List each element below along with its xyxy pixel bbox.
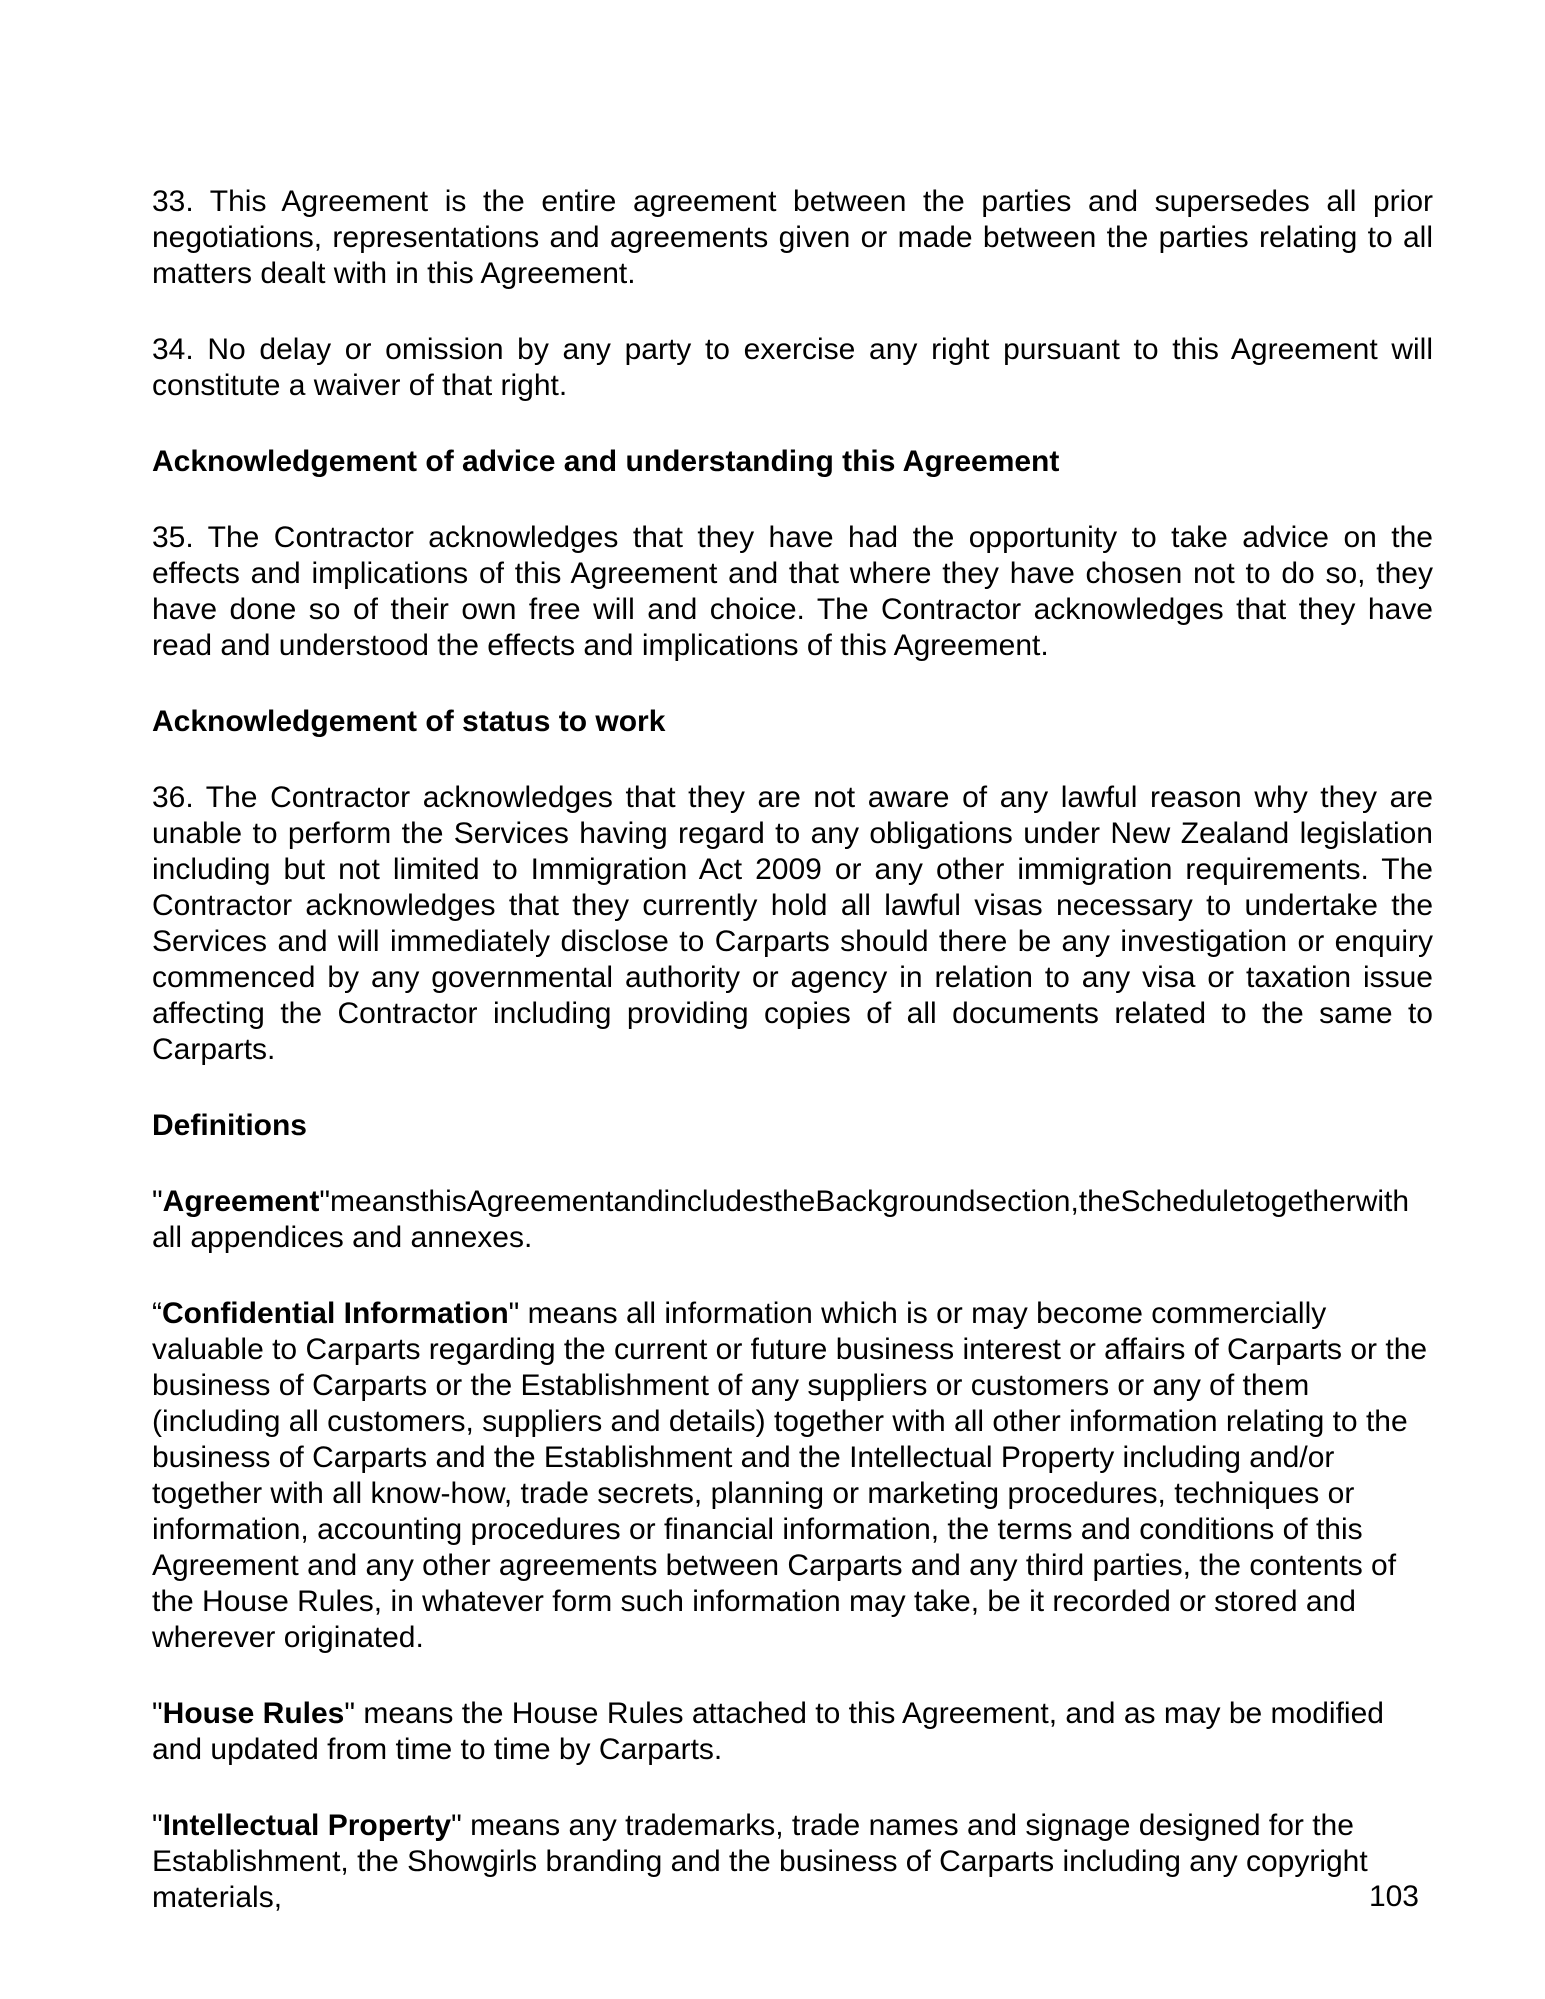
definition-confidential-text: " means all information which is or may become commercially valuable to Carparts regarding the current or future business interest or affairs of Carparts or the business of Carparts or the Establishment of any suppliers or customers or any of them (including all customers, suppliers and details) together with all other information relating to the business of Carparts and the Establishment and the Intellectual Property including and/or together with all know-how, trade secrets, planning or marketing procedures, techniques or information, accounting procedures or financial information, the terms and conditions of this Agreement and any other agreements between Carparts and any third parties, the contents of the House Rules, in whatever form such information may take, be it recorded or stored and wherever originated. bbox=[152, 1297, 1428, 1654]
definition-agreement-text: "meansthisAgreementandincludestheBackgroundsection,theScheduletogetherwith all appendices and annexes. bbox=[152, 1185, 1410, 1254]
paragraph-34: 34. No delay or omission by any party to exercise any right pursuant to this Agreement will constitute a waiver of that right. bbox=[152, 333, 1433, 402]
definition-agreement bbox=[152, 1184, 1433, 1256]
definition-confidential-term: Confidential Information bbox=[162, 1297, 509, 1330]
paragraph-36: 36. The Contractor acknowledges that they are not aware of any lawful reason why they are unable to perform the Services having regard to any obligations under New Zealand legislation including but not limited to Immigration Act 2009 or any other immigration requirements. The Contractor acknowledges that they currently hold all lawful visas necessary to undertake the Services and will immediately disclose to Carparts should there be any investigation or enquiry commenced by any governmental authority or agency in relation to any visa or taxation issue affecting the Contractor including providing copies of all documents related to the same to Carparts. bbox=[152, 781, 1433, 1066]
definition-house-rules-text: " means the House Rules attached to this Agreement, and as may be modified and updated from time to time by Carparts. bbox=[152, 1697, 1384, 1766]
definition-intellectual-property-text: " means any trademarks, trade names and signage designed for the Establishment, the Showgirls branding and the business of Carparts including any copyright materials, bbox=[152, 1809, 1368, 1914]
definition-intellectual-property bbox=[152, 1808, 1433, 1916]
paragraph-35: 35. The Contractor acknowledges that they have had the opportunity to take advice on the effects and implications of this Agreement and that where they have chosen not to do so, they have done so of their own free will and choice. The Contractor acknowledges that they have read and understood the effects and implications of this Agreement. bbox=[152, 521, 1433, 662]
page-content bbox=[152, 184, 1433, 1956]
definition-intellectual-property-open-quote: " bbox=[152, 1809, 163, 1842]
definition-intellectual-property-term: Intellectual Property bbox=[162, 1809, 452, 1842]
heading-definitions: Definitions bbox=[152, 1109, 307, 1142]
heading-status-acknowledgement: Acknowledgement of status to work bbox=[152, 705, 666, 738]
definition-agreement-open-quote: " bbox=[152, 1185, 163, 1218]
definition-confidential-information bbox=[152, 1296, 1433, 1656]
paragraph-33: 33. This Agreement is the entire agreement between the parties and supersedes all prior negotiations, representations and agreements given or made between the parties relating to all matters dealt with in this Agreement. bbox=[152, 185, 1433, 290]
heading-advice-acknowledgement: Acknowledgement of advice and understanding this Agreement bbox=[152, 445, 1060, 478]
definition-house-rules bbox=[152, 1696, 1433, 1768]
definition-house-rules-term: House Rules bbox=[162, 1697, 345, 1730]
definition-house-rules-open-quote: " bbox=[152, 1697, 163, 1730]
page-number: 103 bbox=[1368, 1880, 1419, 1913]
definition-agreement-term: Agreement bbox=[162, 1185, 320, 1218]
definition-confidential-open-quote: “ bbox=[152, 1297, 162, 1330]
